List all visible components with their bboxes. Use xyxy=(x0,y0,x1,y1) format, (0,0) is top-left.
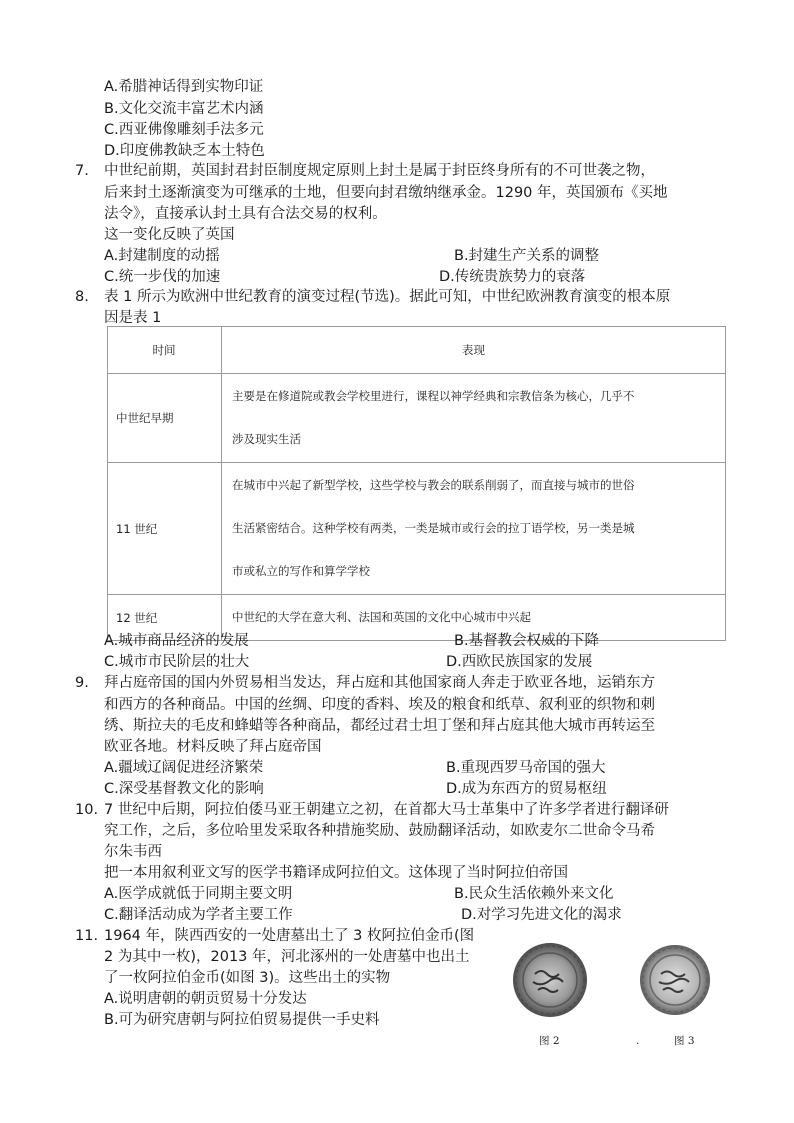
q10-option-d: D.对学习先进文化的渴求 xyxy=(461,907,622,923)
q6-option-c: C.西亚佛像雕刻手法多元 xyxy=(104,122,264,138)
q7-stem-line3: 法令》，直接承认封土具有合法交易的权利。 xyxy=(104,206,387,222)
q10-option-a: A.医学成就低于同期主要文明 xyxy=(104,886,293,902)
table-cell-line: 生活紧密结合。这种学校有两类，一类是城市或行会的拉丁语学校，另一类是城 xyxy=(232,521,635,535)
q10-option-b: B.民众生活依赖外来文化 xyxy=(454,886,614,902)
q9-stem-line4: 欧亚各地。材料反映了拜占庭帝国 xyxy=(104,739,322,755)
q8-stem-line2: 因是表 1 xyxy=(104,310,162,326)
table-cell-period: 11 世纪 xyxy=(108,463,222,595)
q10-stem-line2: 究工作，之后，多位哈里发采取各种措施奖励、鼓励翻译活动，如欧麦尔二世命令马希 xyxy=(104,823,655,839)
q10-number: 10. xyxy=(75,802,99,818)
q9-stem-line3: 绣、斯拉夫的毛皮和蜂蜡等各种商品，都经过君士坦丁堡和拜占庭其他大城市再转运至 xyxy=(104,718,655,734)
figure-2-caption: 图 2 xyxy=(539,1035,560,1047)
q9-option-b: B.重现西罗马帝国的强大 xyxy=(446,760,606,776)
q9-stem-line1: 拜占庭帝国的国内外贸易相当发达，拜占庭和其他国家商人奔走于欧亚各地，运销东方 xyxy=(104,675,655,691)
q8-stem-line1: 表 1 所示为欧洲中世纪教育的演变过程(节选)。据此可知，中世纪欧洲教育演变的根本原 xyxy=(104,289,671,305)
q10-option-c: C.翻译活动成为学者主要工作 xyxy=(104,907,293,923)
q6-option-d: D.印度佛教缺乏本土特色 xyxy=(104,143,265,159)
q7-stem-line2: 后来封土逐渐演变为可继承的土地，但要向封君缴纳继承金。1290 年，英国颁布《买地 xyxy=(104,185,668,201)
table-cell-description xyxy=(222,374,726,463)
q6-option-a: A.希腊神话得到实物印证 xyxy=(104,79,264,95)
q11-stem-line3: 了一枚阿拉伯金币(如图 3)。这些出土的实物 xyxy=(104,970,391,986)
table-cell-line: 涉及现实生活 xyxy=(232,432,301,446)
q11-stem-line2: 2 为其中一枚)，2013 年，河北涿州的一处唐墓中也出土 xyxy=(104,949,470,965)
education-table xyxy=(107,326,726,641)
table-cell-line: 在城市中兴起了新型学校，这些学校与教会的联系削弱了，而直接与城市的世俗 xyxy=(232,478,635,492)
q9-option-d: D.成为东西方的贸易枢纽 xyxy=(446,781,607,797)
table-row xyxy=(108,374,726,463)
q10-stem-line4: 把一本用叙利亚文写的医学书籍译成阿拉伯文。这体现了当时阿拉伯帝国 xyxy=(104,865,568,881)
table-cell-description xyxy=(222,463,726,595)
q7-option-c: C.统一步伐的加速 xyxy=(104,269,221,285)
table-cell-period: 中世纪早期 xyxy=(108,374,222,463)
q7-number: 7. xyxy=(75,163,89,179)
q10-stem-line1: 7 世纪中后期，阿拉伯倭马亚王朝建立之初，在首都大马士革集中了许多学者进行翻译研 xyxy=(104,802,669,818)
q7-stem-line4: 这一变化反映了英国 xyxy=(104,227,235,243)
figure-3-caption: 图 3 xyxy=(674,1035,695,1047)
q11-option-a: A.说明唐朝的朝贡贸易十分发达 xyxy=(104,991,307,1007)
table-row xyxy=(108,463,726,595)
q7-option-b: B.封建生产关系的调整 xyxy=(454,248,600,264)
q9-number: 9. xyxy=(75,675,89,691)
table-cell-line: 主要是在修道院或教会学校里进行，课程以神学经典和宗教信条为核心，几乎不 xyxy=(232,389,635,403)
q11-option-b: B.可为研究唐朝与阿拉伯贸易提供一手史料 xyxy=(104,1012,380,1028)
q7-option-a: A.封建制度的动摇 xyxy=(104,248,220,264)
q9-stem-line2: 和西方的各种商品。中国的丝绸、印度的香料、埃及的粮食和纸草、叙利亚的织物和刺 xyxy=(104,697,655,713)
q8-option-b: B.基督教会权威的下降 xyxy=(454,633,600,649)
table-header-row xyxy=(108,327,726,374)
q8-option-a: A.城市商品经济的发展 xyxy=(104,633,249,649)
table-cell-period: 12 世纪 xyxy=(108,595,222,641)
q9-option-c: C.深受基督教文化的影响 xyxy=(104,781,264,797)
caption-dot: . xyxy=(636,1035,640,1047)
table-header-time: 时间 xyxy=(108,327,222,374)
q10-stem-line3: 尔朱韦西 xyxy=(104,844,162,860)
q8-option-d: D.西欧民族国家的发展 xyxy=(446,654,593,670)
q7-stem-line1: 中世纪前期，英国封君封臣制度规定原则上封土是属于封臣终身所有的不可世袭之物， xyxy=(104,163,655,179)
q8-option-c: C.城市市民阶层的壮大 xyxy=(104,654,250,670)
table-header-performance: 表现 xyxy=(222,327,726,374)
q8-number: 8. xyxy=(75,289,89,305)
q6-option-b: B.文化交流丰富艺术内涵 xyxy=(104,101,264,117)
q7-option-d: D.传统贵族势力的衰落 xyxy=(439,269,586,285)
table-cell-line: 中世纪的大学在意大利、法国和英国的文化中心城市中兴起 xyxy=(232,610,531,624)
q11-stem-line1: 1964 年，陕西西安的一处唐墓出土了 3 枚阿拉伯金币(图 xyxy=(104,928,475,944)
q11-number: 11. xyxy=(75,928,99,944)
coin-figure-3-image xyxy=(640,945,710,1015)
coin-figure-2-image xyxy=(513,943,587,1017)
q9-option-a: A.疆域辽阔促进经济繁荣 xyxy=(104,760,264,776)
table-cell-line: 市或私立的写作和算学学校 xyxy=(232,564,370,578)
